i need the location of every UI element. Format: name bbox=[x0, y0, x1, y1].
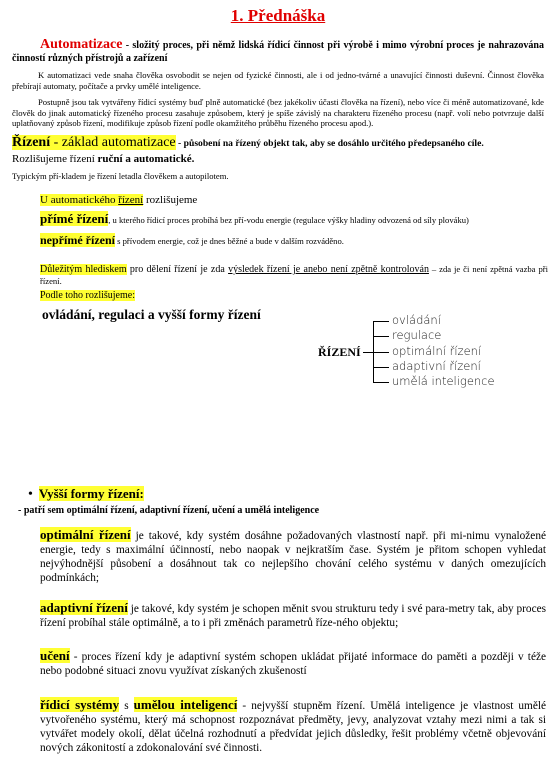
indirect-control bbox=[40, 233, 344, 248]
optimal-control-term: optimální řízení bbox=[40, 527, 131, 542]
automatic-heading-highlight: řízení bbox=[118, 194, 144, 206]
tree-branch-line bbox=[373, 321, 389, 322]
adaptive-control-text: je takové, kdy systém je schopen měnit svou strukturu tedy i své para-metry tak, aby proces řízení probíhal stále optimálně, a to i při změnách parametrů říze-ného objektu; bbox=[40, 603, 546, 629]
control-definition bbox=[12, 135, 552, 151]
control-definition-text: - působení na řízený objekt tak, aby se dosáhlo určitého předepsaného cíle. bbox=[175, 138, 484, 149]
control-term: Řízení bbox=[12, 135, 51, 150]
criterion-split-label-text: Podle toho rozlišujeme: bbox=[40, 290, 135, 301]
automation-term: Automatizace bbox=[40, 37, 123, 52]
control-example-text: Typickým pří-kladem je řízení letadla člověkem a autopilotem. bbox=[12, 171, 229, 181]
tree-branch-label: umělá inteligence bbox=[392, 374, 495, 388]
tree-connector bbox=[363, 352, 373, 353]
criterion-highlight: Důležitým hlediskem bbox=[40, 264, 127, 275]
adaptive-control-paragraph bbox=[40, 601, 546, 630]
tree-branch-label: adaptivní řízení bbox=[392, 359, 481, 373]
optimal-control-text: je takové, kdy systém dosáhne požadovaných vlastností např. při mi-nimu vynaložené energie, tedy s maximální účinností, nebo naopak v nejkratším čase. Systém je přitom schopen vyhledat nejvýhodnější působení a dosáhnout tak co nejlepšího chování celého systému v daných omezujících podmínkách; bbox=[40, 530, 546, 584]
indirect-control-term: nepřímé řízení bbox=[40, 233, 115, 247]
criterion-summary bbox=[42, 307, 261, 323]
automatic-heading bbox=[40, 194, 197, 206]
automatic-heading-suffix: rozlišujeme bbox=[143, 194, 198, 206]
optimal-control-paragraph bbox=[40, 528, 546, 585]
learning-paragraph bbox=[40, 649, 546, 678]
higher-forms-subline: - patří sem optimální řízení, adaptivní řízení, učení a umělá inteligence bbox=[18, 505, 320, 516]
criterion-paragraph bbox=[40, 264, 548, 286]
automation-definition-text: - složitý proces, při němž lidská řídicí činnost při výrobě i mimo výrobní proces je nahrazována činností různých přístrojů a zařízení bbox=[12, 40, 544, 64]
tree-root-label: ŘÍZENÍ bbox=[318, 345, 361, 359]
control-types-line bbox=[12, 153, 194, 165]
automation-definition bbox=[12, 38, 544, 65]
direct-control-text: , u kterého řídicí proces probíhá bez pří-vodu energie (regulace výšky hladiny odvozená od síly plováku) bbox=[108, 215, 469, 225]
criterion-text-2: – zda je či není zpětná vazba při řízení. bbox=[40, 264, 548, 286]
automation-paragraph-2 bbox=[12, 97, 544, 129]
tree-branch-line bbox=[373, 336, 389, 337]
learning-text: - proces řízení kdy je adaptivní systém schopen ukládat přijaté informace do paměti a později v téže nebo podobné situaci znovu využívat získaných zkušeností bbox=[40, 651, 546, 677]
control-term-highlight bbox=[12, 135, 176, 150]
ai-paragraph bbox=[40, 698, 546, 755]
criterion-underlined: výsledek řízení je anebo není zpětně kontrolován bbox=[228, 264, 429, 275]
automation-p1-text: K automatizaci vede snaha člověka osvobodit se nejen od fyzické činnosti, ale i od jedno-tvárné a unavující činnosti duševní. Činnost člověka přebírají automaty, počítače a prvky umělé inteligence. bbox=[12, 70, 544, 91]
tree-branch-line bbox=[373, 382, 389, 383]
criterion-text-1: pro dělení řízení je zda bbox=[126, 264, 229, 275]
indirect-control-text: s přívodem energie, což je dnes běžné a bude v dalším rozváděno. bbox=[114, 236, 344, 246]
higher-forms-heading bbox=[28, 486, 144, 503]
page-title: 1. Přednáška bbox=[230, 6, 326, 25]
ai-term-systems: řídicí systémy bbox=[40, 697, 120, 712]
criterion-summary-text: ovládání, regulaci a vyšší formy řízení bbox=[42, 307, 261, 322]
adaptive-control-term: adaptivní řízení bbox=[40, 600, 128, 615]
higher-forms-title: Vyšší formy řízení: bbox=[38, 486, 144, 501]
automatic-heading-prefix: U automatického bbox=[40, 194, 119, 206]
ai-text: - nejvyšší stupněm řízení. Umělá inteligence je vlastnost umělé vytvořeného systému, který má schopnost rozpoznávat předměty, jevy, analyzovat vztahy mezi nimi a tak si vytvářet modely okolí, dělat účelná rozhodnutí a předvídat jejich důsledky, řešit problémy včetně objevování nových zákonitostí a zdokonalování své činnosti. bbox=[40, 700, 547, 754]
learning-term: učení bbox=[40, 648, 70, 663]
criterion-split-label bbox=[40, 290, 135, 301]
tree-branch-label: optimální řízení bbox=[392, 344, 482, 358]
ai-term-intelligence: umělou inteligencí bbox=[133, 697, 238, 712]
tree-branch-label: regulace bbox=[392, 328, 442, 342]
automation-paragraph-1 bbox=[12, 70, 544, 91]
control-types-prefix: Rozlišujeme řízení bbox=[12, 153, 98, 165]
bullet-icon: • bbox=[28, 487, 33, 502]
control-example bbox=[12, 171, 229, 182]
control-types-bold: ruční a automatické. bbox=[97, 153, 195, 165]
automation-p2-text: Postupně jsou tak vytvářeny řídicí systémy buď plně automatické (bez jakékoliv účasti člověka na řízení), nebo více či méně automatizované, kde člověk do jinak automatický řízeného procesu zasahuje způsobem, který je spíše závislý na charakteru řízeného procesu (např. volí nebo potvrzuje další uplatňovaný způsob řízení, modifikuje způsob řízení podle okamžitého průběhu řízeného procesu apod.). bbox=[12, 97, 544, 128]
control-subterm: - základ automatizace bbox=[50, 135, 176, 150]
direct-control-term: přímé řízení bbox=[40, 211, 109, 226]
tree-branch-line bbox=[373, 367, 389, 368]
tree-branch-line bbox=[373, 352, 389, 353]
direct-control bbox=[40, 211, 469, 227]
tree-branch-label: ovládání bbox=[392, 313, 441, 327]
ai-term-mid: s bbox=[119, 700, 134, 712]
